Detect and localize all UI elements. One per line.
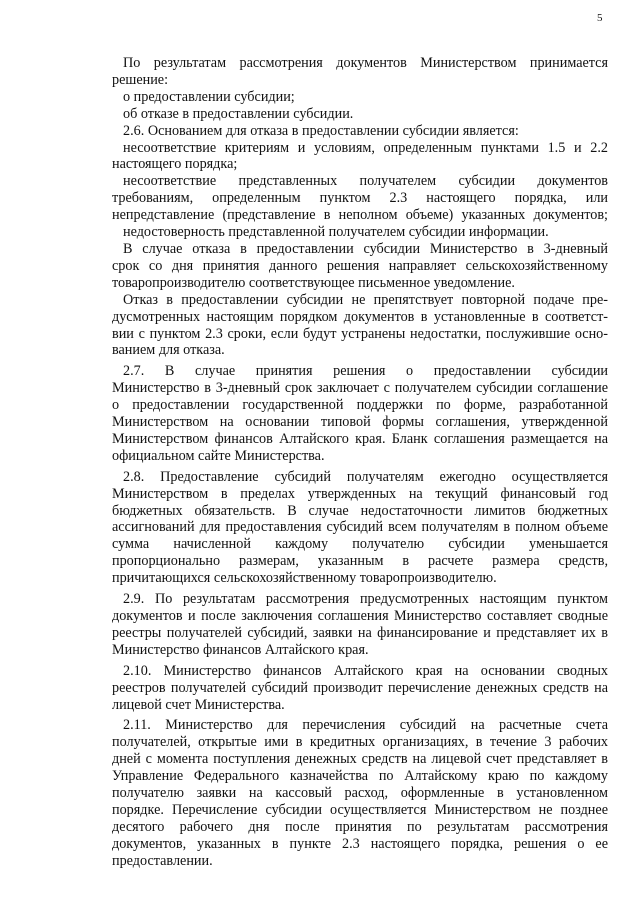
text-line: предоставлении. [112,852,213,869]
text-line: реестров получателей субсидий производит перечисление денежных средств на [112,679,608,696]
text-line: настоящего порядка; [112,156,238,173]
text-line: дусмотренных настоящим порядком документов в установленные в соответст- [112,308,608,325]
text-line: реестры получателей субсидий, заявки на финансирование и представляет их в [112,624,608,641]
page-number: 5 [597,12,603,24]
text-line: десятого рабочего дня после принятия по результатам рассмотрения [112,818,608,835]
text-line: Министерством в пределах утвержденных на текущий финансовый год [112,485,608,502]
text-line: о предоставлении государственной поддержки по форме, разработанной [112,397,608,414]
text-line: ассигнований для предоставления субсидий всем получателям в полном объеме [112,519,608,536]
text-line: срок со дня принятия данного решения направляет сельскохозяйственному [112,257,608,274]
text-line: Отказ в предоставлении субсидии не препятствует повторной подаче пре- [123,291,608,308]
text-line: дней с момента поступления денежных средств на лицевой счет представляет в [112,751,608,768]
text-line: получателю заявки на кассовый расход, оформленные в установленном [112,785,608,802]
paragraph [112,89,608,106]
paragraph [112,224,608,241]
text-line: официальном сайте Министерства. [112,447,325,464]
paragraph [112,140,608,174]
paragraph [112,106,608,123]
paragraph [112,663,608,714]
text-line: лицевой счет Министерства. [112,696,285,713]
paragraph [112,173,608,224]
paragraph [112,123,608,140]
text-line: несоответствие критериям и условиям, определенным пунктами 1.5 и 2.2 [123,139,608,156]
text-line: документов, указанных в пункте 2.3 настоящего порядка, решения о ее [112,835,608,852]
document-body [112,55,608,870]
text-line: причитающихся сельскохозяйственному товаропроизводителю. [112,570,497,587]
text-line: Министерством финансов Алтайского края. Бланк соглашения размещается на [112,430,608,447]
text-line: Министерством на основании типовой формы соглашения, утвержденной [112,414,608,431]
paragraph [112,363,608,464]
text-line: о предоставлении субсидии; [123,88,295,105]
text-line: В случае отказа в предоставлении субсидии Министерство в 3-дневный [123,240,608,257]
text-line: получателей, открытые ими в кредитных организациях, в течение 3 рабочих [112,734,608,751]
text-line: бюджетных обязательств. В случае недостаточности лимитов бюджетных [112,502,608,519]
text-line: требованиям, определенным пунктом 2.3 настоящего порядка, или [112,190,608,207]
text-line: Управление Федерального казначейства по Алтайскому краю по каждому [112,768,608,785]
text-line: недостоверность представленной получателем субсидии информации. [123,224,549,241]
text-line: 2.7. В случае принятия решения о предоставлении субсидии [123,363,608,380]
paragraph [112,591,608,659]
text-line: вии с пунктом 2.3 сроки, если будут устранены недостатки, послужившие осно- [112,325,608,342]
paragraph [112,469,608,587]
text-line: 2.8. Предоставление субсидий получателям ежегодно осуществляется [123,468,608,485]
text-line: непредставление (представление в неполном объеме) указанных документов; [112,207,608,224]
paragraph [112,241,608,292]
text-line: пропорционально размерам, указанным в расчете размера средств, [112,553,608,570]
text-line: документов и после заключения соглашения Министерство составляет сводные [112,608,608,624]
text-line: По результатам рассмотрения документов Министерством принимается [123,55,608,71]
text-line: 2.6. Основанием для отказа в предоставлении субсидии является: [123,122,519,139]
text-line: несоответствие представленных получателем субсидии документов [123,173,608,190]
paragraph [112,292,608,360]
text-line: 2.10. Министерство финансов Алтайского края на основании сводных [123,662,608,679]
text-line: об отказе в предоставлении субсидии. [123,105,354,122]
text-line: 2.9. По результатам рассмотрения предусмотренных настоящим пунктом [123,591,608,608]
text-line: Министерство финансов Алтайского края. [112,641,369,658]
text-line: порядке. Перечисление субсидии осуществляется Министерством не позднее [112,801,608,818]
text-line: решение: [112,71,169,88]
text-line: ванием для отказа. [112,342,225,359]
text-line: сумма начисленной каждому получателю субсидии уменьшается [112,536,608,553]
paragraph [112,55,608,89]
paragraph [112,717,608,869]
text-line: 2.11. Министерство для перечисления субсидий на расчетные счета [123,717,608,734]
text-line: товаропроизводителю соответствующее письменное уведомление. [112,274,515,291]
text-line: Министерство в 3-дневный срок заключает с получателем субсидии соглашение [112,380,608,397]
